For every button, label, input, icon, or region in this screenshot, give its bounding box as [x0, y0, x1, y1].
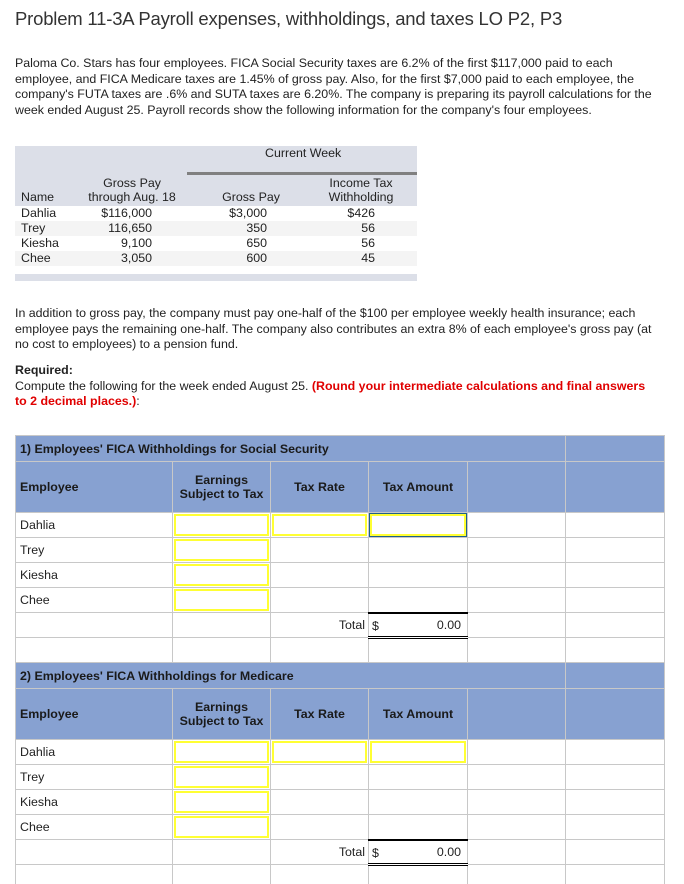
- empty-cell: [566, 613, 665, 638]
- header-tax-amount: Tax Amount: [369, 462, 468, 513]
- empty-cell: [468, 563, 566, 588]
- empty-cell: [271, 638, 369, 663]
- problem-title: Problem 11-3A Payroll expenses, withholdings, and taxes LO P2, P3: [15, 8, 563, 29]
- total-value-cell: [369, 613, 468, 638]
- header-income-tax-line1: Income Tax: [329, 176, 393, 190]
- header-earnings: [173, 462, 271, 513]
- income-tax: 56: [267, 221, 417, 236]
- gross-pay: 650: [152, 236, 267, 251]
- empty-cell: [271, 588, 369, 613]
- header-income-tax-line2: Withholding: [328, 190, 394, 204]
- income-tax: 56: [267, 236, 417, 251]
- employee-name: Dahlia: [15, 206, 70, 221]
- required-tail: :: [136, 394, 140, 408]
- empty-cell: [566, 815, 665, 840]
- required-block: [15, 363, 655, 410]
- empty-cell: [566, 538, 665, 563]
- empty-cell: [369, 638, 468, 663]
- empty-cell: [566, 840, 665, 865]
- empty-cell: [468, 613, 566, 638]
- empty-cell: [468, 538, 566, 563]
- employee-name: Kiesha: [15, 236, 70, 251]
- empty-header: [566, 689, 665, 740]
- empty-cell: [16, 638, 173, 663]
- employee-row-chee: [16, 815, 665, 840]
- info-row: [15, 251, 417, 266]
- empty-cell: [369, 865, 468, 884]
- gross-pay: 600: [152, 251, 267, 266]
- empty-cell: [16, 865, 173, 884]
- earnings-input[interactable]: [174, 766, 269, 788]
- header-earnings: [173, 689, 271, 740]
- gross-through: 9,100: [70, 236, 152, 251]
- employee-row-kiesha: [16, 790, 665, 815]
- employee-name: Trey: [15, 221, 70, 236]
- total-row: [16, 613, 665, 638]
- employee-row-dahlia: [16, 513, 665, 538]
- total-label: Total: [271, 613, 369, 638]
- empty-cell: [468, 513, 566, 538]
- employee-row-chee: [16, 588, 665, 613]
- info-table-spacer: [15, 266, 417, 274]
- employee-row-trey: [16, 765, 665, 790]
- header-tax-rate: Tax Rate: [271, 689, 369, 740]
- empty-cell: [468, 638, 566, 663]
- header-earnings-line1: Earnings: [194, 700, 249, 714]
- empty-cell: [16, 840, 173, 865]
- header-income-tax: [319, 176, 403, 204]
- empty-cell: [566, 563, 665, 588]
- employee-name: Kiesha: [16, 790, 173, 815]
- empty-cell: [271, 765, 369, 790]
- empty-cell: [173, 840, 271, 865]
- gross-through: 116,650: [70, 221, 152, 236]
- tax-rate-input[interactable]: [272, 514, 367, 536]
- employee-name: Chee: [16, 588, 173, 613]
- required-text: Compute the following for the week ended August 25.: [15, 378, 312, 393]
- tax-rate-input[interactable]: [272, 741, 367, 763]
- empty-cell: [271, 865, 369, 884]
- gross-pay: 350: [152, 221, 267, 236]
- empty-cell: [566, 865, 665, 884]
- empty-cell: [468, 765, 566, 790]
- header-gross-through-line2: through Aug. 18: [88, 190, 176, 204]
- header-employee: Employee: [16, 462, 173, 513]
- section-title: 1) Employees' FICA Withholdings for Social Security: [16, 436, 566, 462]
- employee-name: Chee: [15, 251, 70, 266]
- total-row: [16, 840, 665, 865]
- total-label: Total: [271, 840, 369, 865]
- tax-amount-input[interactable]: [370, 741, 466, 763]
- earnings-input[interactable]: [174, 589, 269, 611]
- employee-row-dahlia: [16, 740, 665, 765]
- employee-row-kiesha: [16, 563, 665, 588]
- header-gross-through: [77, 176, 187, 204]
- total-value: 0.00: [436, 844, 461, 859]
- employee-name: Chee: [16, 815, 173, 840]
- empty-header: [566, 462, 665, 513]
- empty-cell: [173, 613, 271, 638]
- header-tax-rate: Tax Rate: [271, 462, 369, 513]
- empty-cell: [468, 740, 566, 765]
- required-label: Required:: [15, 363, 73, 377]
- spacer-row: [16, 638, 665, 663]
- empty-cell: [271, 815, 369, 840]
- empty-cell: [369, 563, 468, 588]
- header-name: Name: [21, 190, 55, 204]
- header-earnings-line2: Subject to Tax: [179, 714, 264, 728]
- total-value: 0.00: [436, 617, 461, 632]
- empty-cell: [468, 815, 566, 840]
- header-earnings-line1: Earnings: [194, 473, 249, 487]
- earnings-input[interactable]: [174, 791, 269, 813]
- header-employee: Employee: [16, 689, 173, 740]
- info-table-body: [15, 206, 417, 266]
- empty-cell: [369, 538, 468, 563]
- health-pension-paragraph: In addition to gross pay, the company must pay one-half of the $100 per employee weekly health insurance; each employee pays the remaining one-half. The company also contributes an extra 8% of each employee's gross pay (at no cost to employees) to a pension fund.: [15, 306, 652, 351]
- empty-cell: [369, 588, 468, 613]
- empty-cell: [271, 538, 369, 563]
- employee-name: Trey: [16, 765, 173, 790]
- empty-cell: [566, 765, 665, 790]
- total-value-cell: [369, 840, 468, 865]
- column-header-row: [16, 462, 665, 513]
- medicare-worksheet: [15, 662, 665, 884]
- info-row: [15, 206, 417, 221]
- empty-cell: [271, 563, 369, 588]
- income-tax: $426: [267, 206, 417, 221]
- earnings-input[interactable]: [174, 564, 269, 586]
- empty-cell: [468, 865, 566, 884]
- gross-through: 3,050: [70, 251, 152, 266]
- empty-cell: [566, 638, 665, 663]
- empty-header: [468, 462, 566, 513]
- intro-paragraph: Paloma Co. Stars has four employees. FICA Social Security taxes are 6.2% of the first $117,000 paid to each employee, and FICA Medicare taxes are 1.45% of gross pay. Also, for the first $7,000 paid to each employee, the company's FUTA taxes are .6% and SUTA taxes are 6.20%. The company is preparing its payroll calculations for the week ended August 25. Payroll records show the following information for the company's four employees.: [15, 56, 652, 117]
- section-title: 2) Employees' FICA Withholdings for Medicare: [16, 663, 566, 689]
- header-gross-through-line1: Gross Pay: [103, 176, 161, 190]
- empty-cell: [566, 663, 665, 689]
- employee-name: Kiesha: [16, 563, 173, 588]
- empty-cell: [16, 613, 173, 638]
- currency-symbol: $: [372, 618, 379, 633]
- empty-cell: [173, 638, 271, 663]
- employee-name: Dahlia: [16, 740, 173, 765]
- gross-pay: $3,000: [152, 206, 267, 221]
- empty-header: [468, 689, 566, 740]
- gross-through: $116,000: [70, 206, 152, 221]
- employee-name: Dahlia: [16, 513, 173, 538]
- rounding-note: (Round your intermediate calculations and final answers to 2 decimal places.): [15, 378, 646, 408]
- tax-amount-input[interactable]: [370, 514, 466, 536]
- current-week-label: Current Week: [265, 146, 342, 160]
- header-gross-pay: Gross Pay: [222, 190, 280, 204]
- payroll-info-table: [15, 146, 417, 281]
- empty-cell: [566, 740, 665, 765]
- earnings-input[interactable]: [174, 816, 269, 838]
- empty-cell: [468, 840, 566, 865]
- empty-cell: [566, 588, 665, 613]
- column-header-row: [16, 689, 665, 740]
- social-security-worksheet: [15, 435, 665, 663]
- empty-cell: [369, 765, 468, 790]
- earnings-input[interactable]: [174, 514, 269, 536]
- employee-name: Trey: [16, 538, 173, 563]
- info-row: [15, 221, 417, 236]
- info-row: [15, 236, 417, 251]
- section-title-row: [16, 663, 665, 689]
- earnings-input[interactable]: [174, 539, 269, 561]
- empty-cell: [566, 436, 665, 462]
- empty-cell: [468, 588, 566, 613]
- income-tax: 45: [267, 251, 417, 266]
- info-table-footer: [15, 274, 417, 281]
- empty-cell: [369, 790, 468, 815]
- required-instructions: [15, 379, 655, 410]
- header-tax-amount: Tax Amount: [369, 689, 468, 740]
- empty-cell: [566, 513, 665, 538]
- employee-row-trey: [16, 538, 665, 563]
- empty-cell: [173, 865, 271, 884]
- currency-symbol: $: [372, 845, 379, 860]
- header-earnings-line2: Subject to Tax: [179, 487, 264, 501]
- current-week-header: [15, 146, 417, 170]
- spacer-row: [16, 865, 665, 884]
- empty-cell: [566, 790, 665, 815]
- info-table-header: [15, 170, 417, 206]
- section-title-row: [16, 436, 665, 462]
- empty-cell: [369, 815, 468, 840]
- earnings-input[interactable]: [174, 741, 269, 763]
- empty-cell: [271, 790, 369, 815]
- empty-cell: [468, 790, 566, 815]
